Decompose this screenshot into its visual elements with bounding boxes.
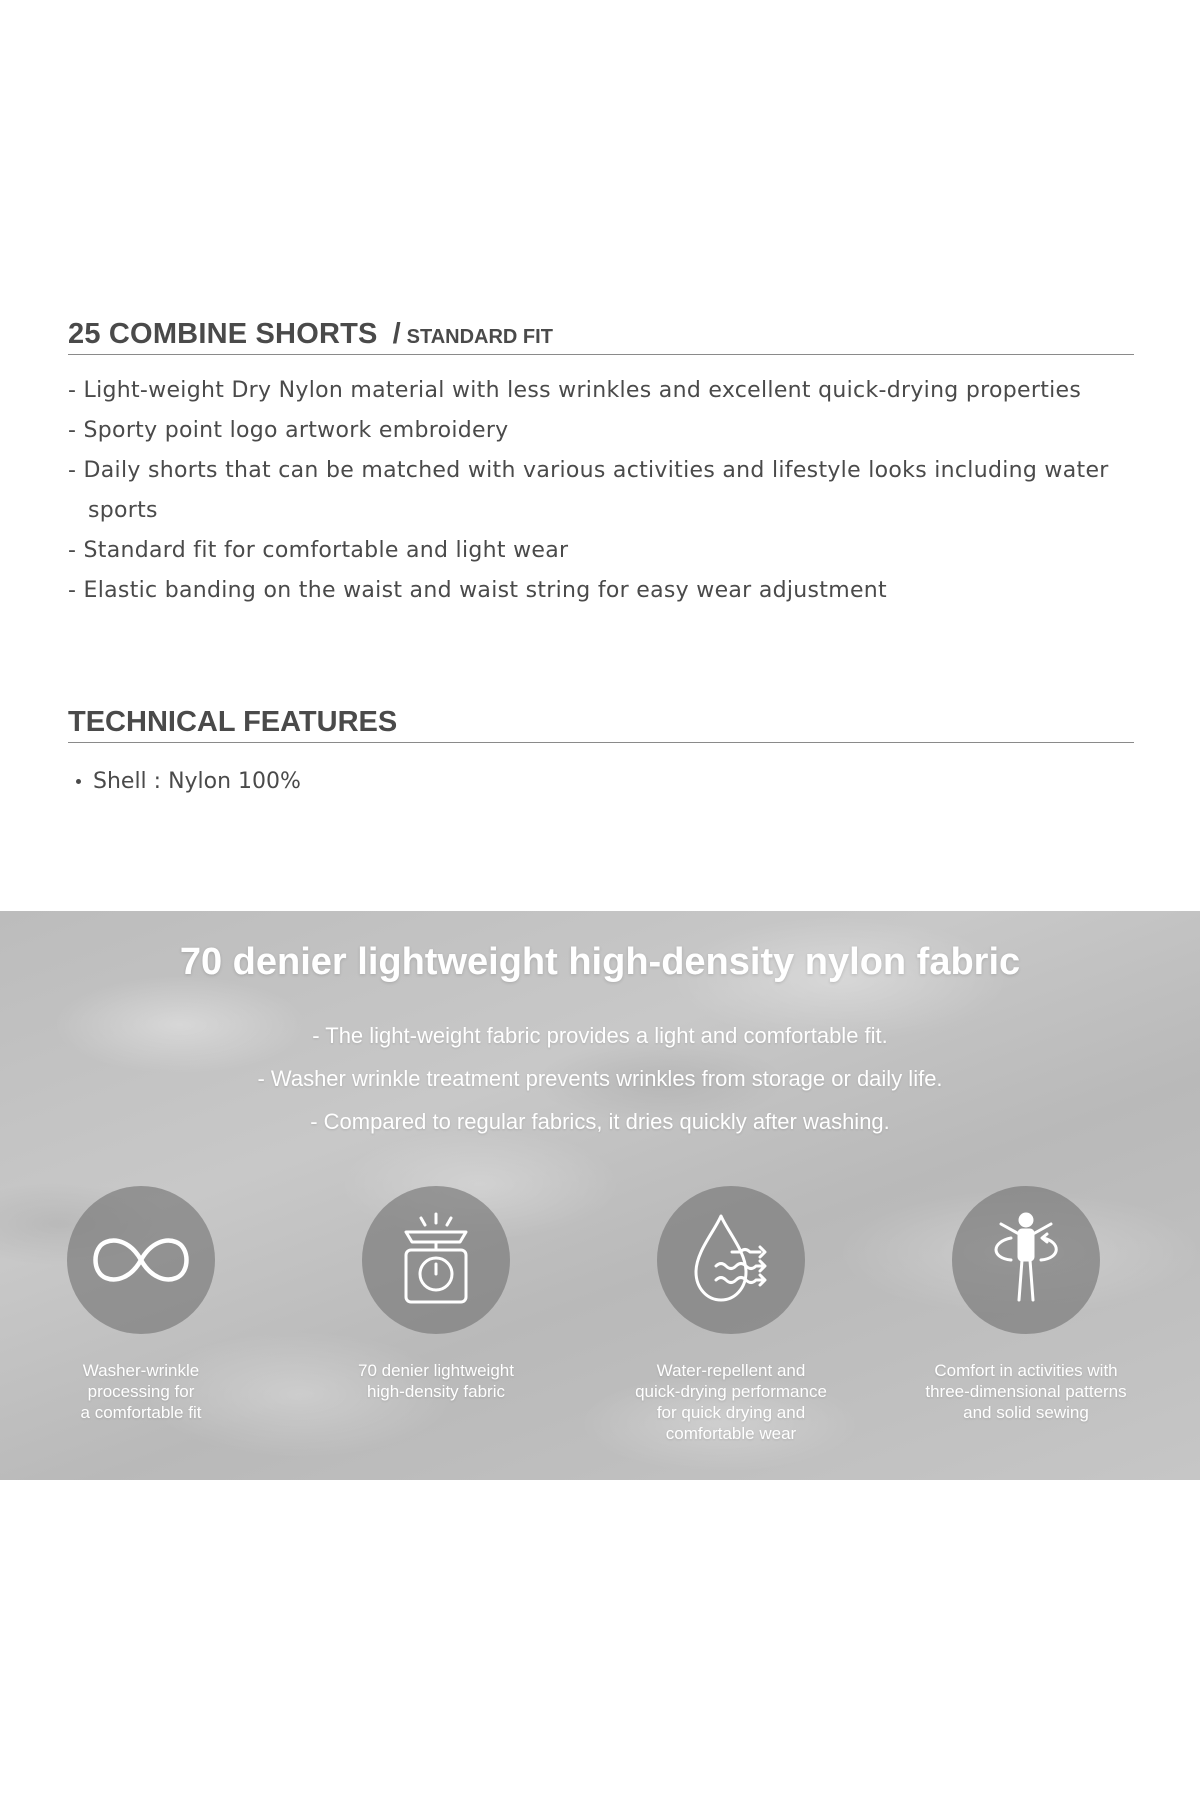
banner-point: - The light-weight fabric provides a light and comfortable fit. (312, 1023, 888, 1048)
feature-icon-circle (952, 1186, 1100, 1334)
water-drop-icon (686, 1210, 776, 1310)
feature-washer-wrinkle (11, 1186, 271, 1423)
title-separator: / (392, 318, 401, 350)
banner-point: - Washer wrinkle treatment prevents wrinkles from storage or daily life. (257, 1066, 943, 1091)
technical-feature-text: Shell : Nylon 100% (93, 769, 301, 794)
feature-icon-circle (657, 1186, 805, 1334)
description-item: - Daily shorts that can be matched with various activities and lifestyle looks including water sports (68, 458, 1109, 523)
feature-lightweight (306, 1186, 566, 1402)
banner-point: - Compared to regular fabrics, it dries quickly after washing. (310, 1109, 890, 1134)
product-title-row (68, 318, 1134, 355)
scale-icon (396, 1210, 476, 1310)
technical-features-section (68, 706, 1134, 794)
product-description-list (68, 371, 1134, 611)
fit-label: STANDARD FIT (406, 326, 553, 348)
feature-label: Comfort in activities with three-dimensional patterns and solid sewing (925, 1361, 1127, 1422)
description-item: - Light-weight Dry Nylon material with less wrinkles and excellent quick-drying properties (68, 378, 1082, 403)
description-item: - Elastic banding on the waist and waist string for easy wear adjustment (68, 578, 887, 603)
feature-water-repellent (601, 1186, 861, 1444)
feature-comfort-activity (896, 1186, 1156, 1423)
product-section (68, 318, 1134, 611)
infinity-icon (86, 1230, 196, 1290)
banner-heading: 70 denier lightweight high-density nylon fabric (179, 941, 1021, 983)
fabric-feature-banner (0, 911, 1200, 1480)
feature-label: Water-repellent and quick-drying performance for quick drying and comfortable wear (635, 1361, 827, 1443)
product-title: 25 COMBINE SHORTS (68, 318, 378, 350)
technical-features-title: TECHNICAL FEATURES (68, 706, 1134, 743)
person-rotate-icon (981, 1210, 1071, 1310)
feature-label: Washer-wrinkle processing for a comfortable fit (80, 1361, 202, 1422)
feature-icon-circle (362, 1186, 510, 1334)
technical-features-list (68, 769, 1134, 794)
banner-points (0, 1014, 1200, 1143)
description-item: - Sporty point logo artwork embroidery (68, 418, 509, 443)
technical-feature-item (68, 769, 1134, 794)
feature-label: 70 denier lightweight high-density fabric (358, 1361, 514, 1401)
bullet-icon (76, 779, 81, 784)
feature-icon-circle (67, 1186, 215, 1334)
description-item: - Standard fit for comfortable and light wear (68, 538, 569, 563)
